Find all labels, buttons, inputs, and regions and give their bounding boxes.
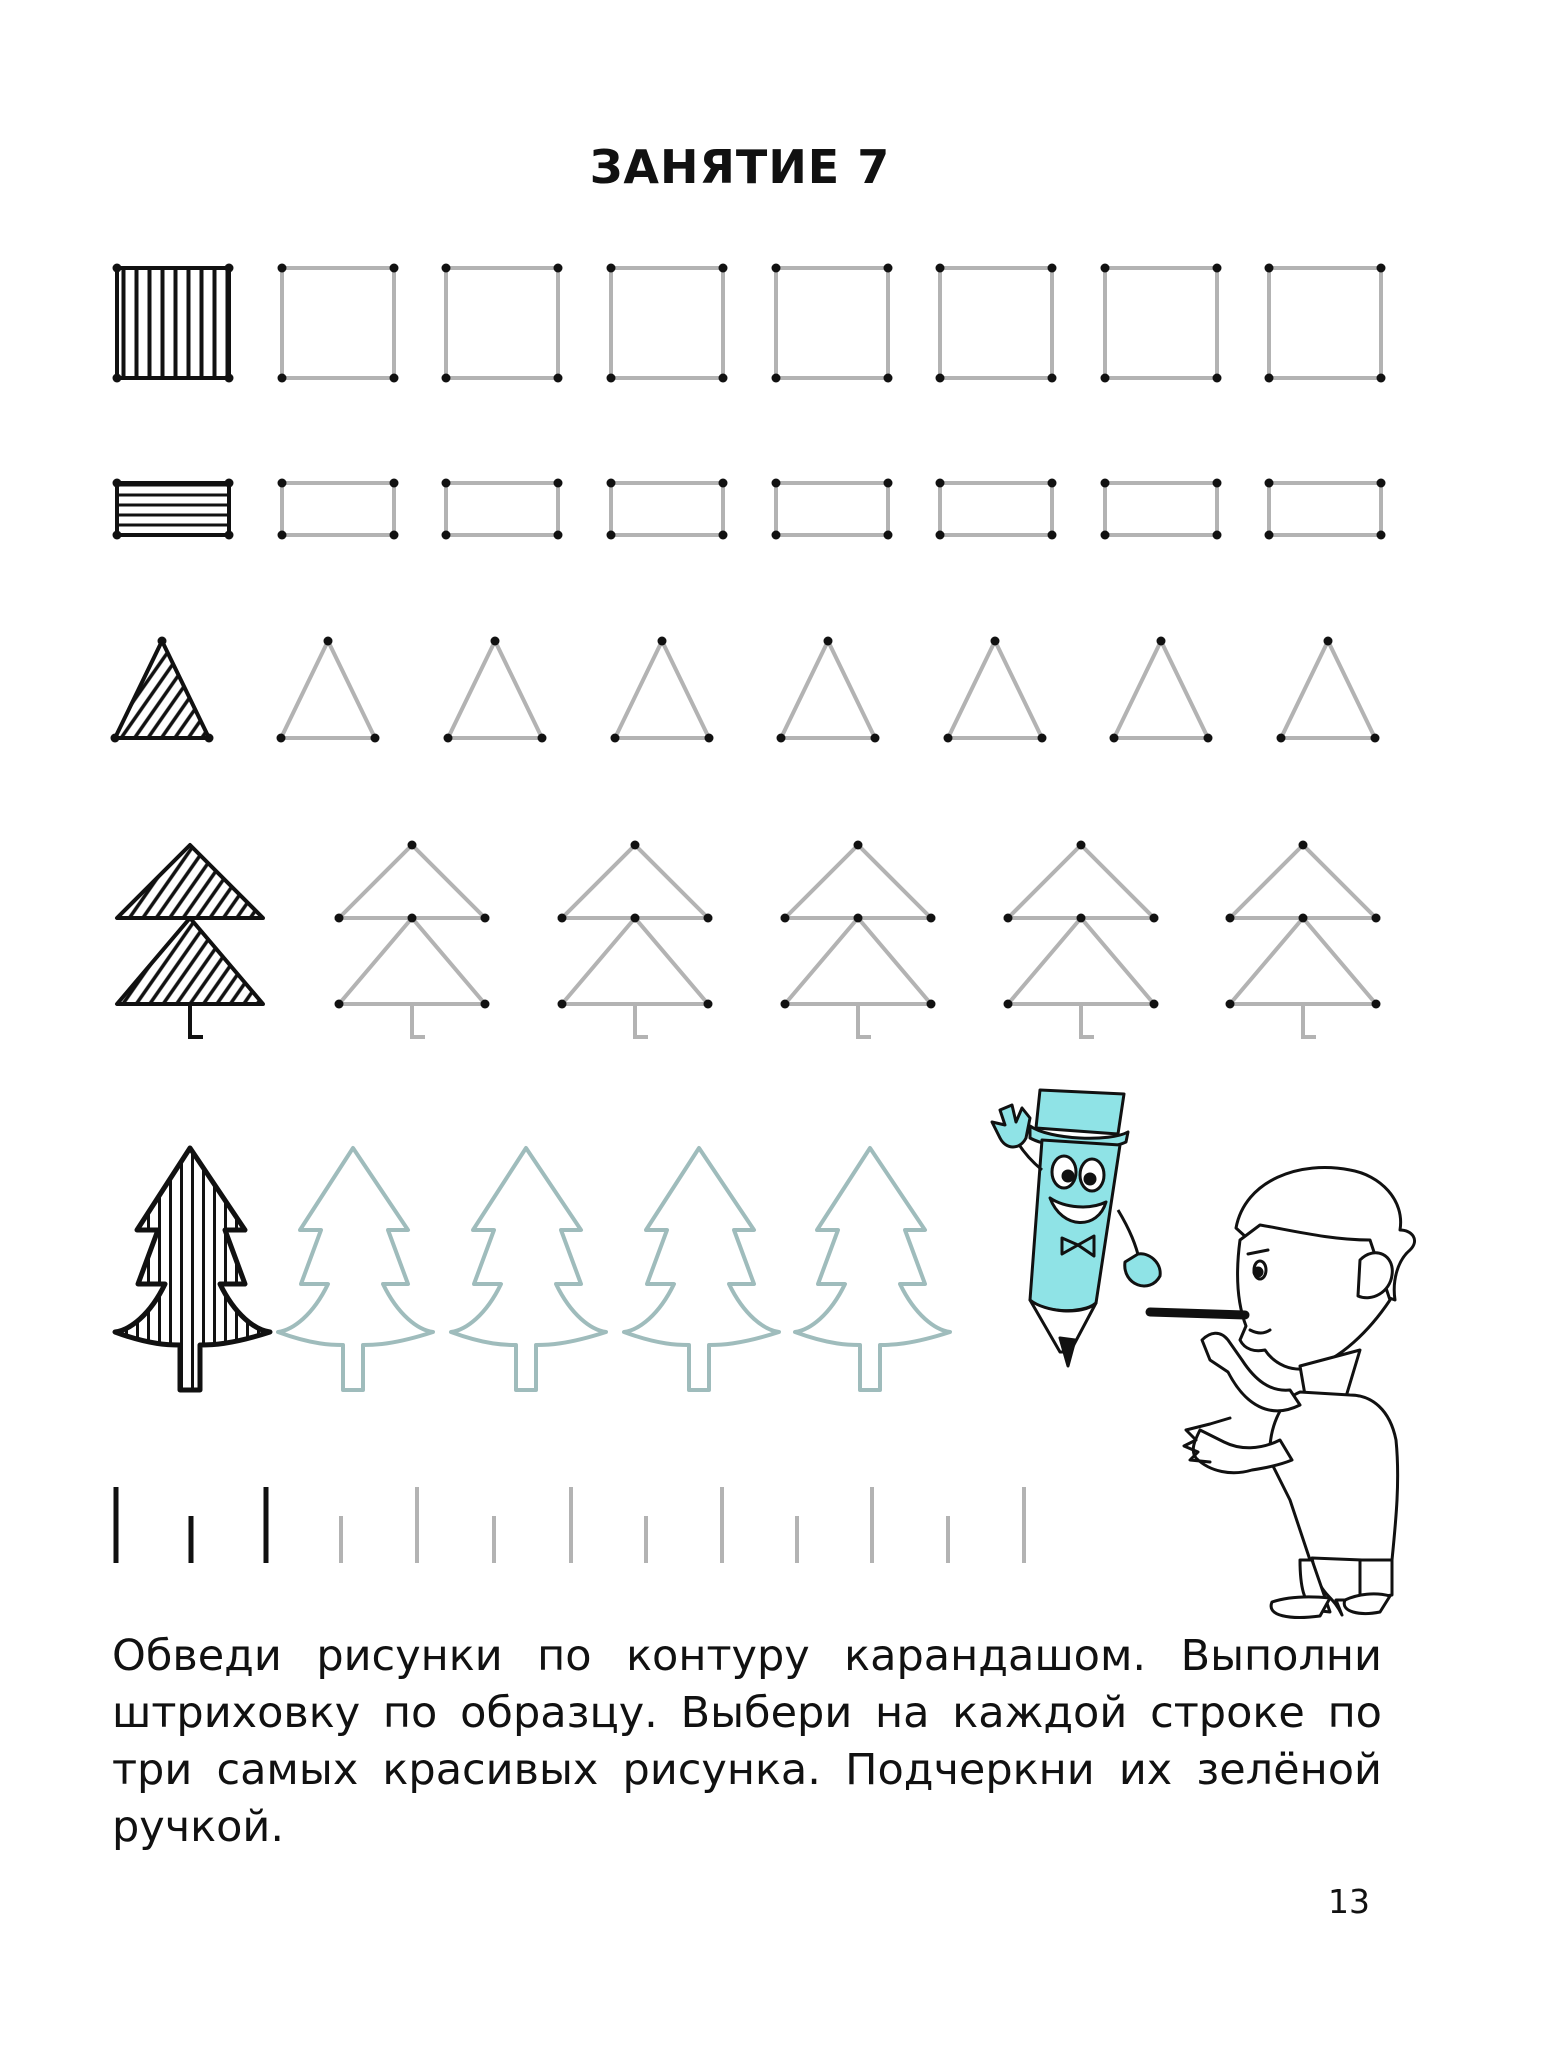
trace-fir-tree[interactable] [781,841,936,1038]
sample-triangle-hatched [111,637,214,743]
trace-triangle[interactable] [777,637,880,743]
sample-outline-tree-hatched [115,1148,270,1390]
sample-fir-tree-hatched [117,845,263,1037]
trace-triangle[interactable] [944,637,1047,743]
trace-triangle[interactable] [444,637,547,743]
trace-square[interactable] [278,264,399,383]
trace-square[interactable] [772,264,893,383]
row-squares [113,264,1386,383]
trace-outline-tree[interactable] [795,1148,950,1390]
trace-rectangle[interactable] [607,479,728,540]
trace-outline-tree[interactable] [451,1148,606,1390]
trace-triangle[interactable] [611,637,714,743]
trace-fir-tree[interactable] [1226,841,1381,1038]
trace-square[interactable] [607,264,728,383]
row-fir-trees [117,841,1381,1038]
trace-triangle[interactable] [1110,637,1213,743]
page-number: 13 [1328,1882,1370,1921]
trace-fir-tree[interactable] [558,841,713,1038]
row-outline-trees [115,1148,950,1390]
trace-rectangle[interactable] [936,479,1057,540]
trace-rectangle[interactable] [278,479,399,540]
row-vertical-strokes [116,1487,1024,1563]
row-rectangles [113,479,1386,540]
sample-square-hatched [113,264,234,383]
trace-rectangle[interactable] [772,479,893,540]
trace-square[interactable] [442,264,563,383]
pencil-mascot-illustration [992,1090,1160,1366]
trace-rectangle[interactable] [1101,479,1222,540]
trace-square[interactable] [1265,264,1386,383]
trace-triangle[interactable] [277,637,380,743]
trace-square[interactable] [1101,264,1222,383]
trace-rectangle[interactable] [442,479,563,540]
trace-square[interactable] [936,264,1057,383]
instructions-text: Обведи рисунки по контуру карандашом. Выполни штриховку по образцу. Выбери на каждой строке по три самых красивых рисунка. Подчеркни их зелёной ручкой. [112,1631,1382,1852]
trace-fir-tree[interactable] [1004,841,1159,1038]
row-triangles [111,637,1380,743]
trace-fir-tree[interactable] [335,841,490,1038]
trace-outline-tree[interactable] [278,1148,433,1390]
sample-rectangle-hatched [113,479,234,540]
trace-rectangle[interactable] [1265,479,1386,540]
page-title: ЗАНЯТИЕ 7 [589,140,891,194]
boy-drawing-illustration [1150,1167,1415,1617]
trace-triangle[interactable] [1277,637,1380,743]
trace-outline-tree[interactable] [624,1148,779,1390]
